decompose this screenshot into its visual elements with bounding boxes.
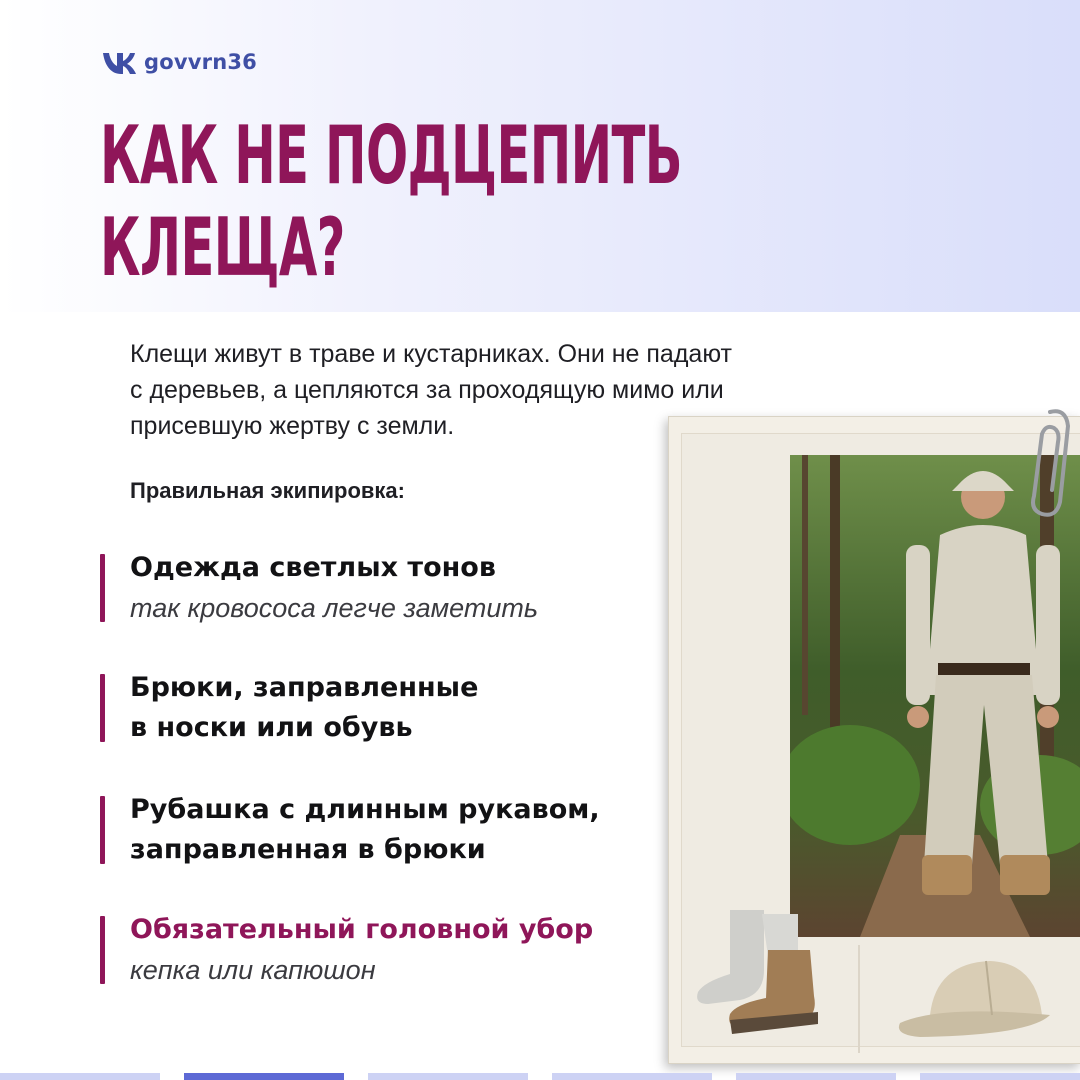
- progress-segment-3[interactable]: [368, 1073, 528, 1080]
- accent-bar: [100, 796, 105, 864]
- intro-line-3: присевшую жертву с земли.: [130, 412, 455, 440]
- title-line-2: КЛЕЩА?: [100, 201, 345, 294]
- progress-segment-5[interactable]: [736, 1073, 896, 1080]
- intro-line-1: Клещи живут в траве и кустарниках. Они не падают: [130, 340, 732, 368]
- accent-bar: [100, 916, 105, 984]
- progress-segment-6[interactable]: [920, 1073, 1080, 1080]
- cap-icon: [860, 945, 1080, 1053]
- item-subtitle: так кровососа легче заметить: [130, 593, 539, 623]
- item-title-line-2: в носки или обувь: [130, 712, 413, 743]
- progress-segment-4[interactable]: [552, 1073, 712, 1080]
- item-title-line-1: Рубашка с длинным рукавом,: [130, 794, 600, 825]
- socks-and-boots-icon: [690, 900, 830, 1040]
- item-title-line-2: заправленная в брюки: [130, 834, 486, 865]
- item-title-line-1: Брюки, заправленные: [130, 672, 479, 703]
- gear-item-light-clothes: [100, 548, 538, 628]
- paperclip-icon: [1022, 406, 1080, 522]
- gear-item-trousers: [100, 668, 478, 748]
- accent-bar: [100, 554, 105, 622]
- item-subtitle: кепка или капюшон: [130, 955, 376, 985]
- hiker-photo: [790, 455, 1080, 937]
- title-line-1: КАК НЕ ПОДЦЕПИТЬ: [100, 109, 682, 202]
- cap-photo-cell: [858, 945, 1080, 1053]
- carousel-progress: [0, 1073, 1080, 1080]
- gear-item-headwear: [100, 910, 593, 990]
- item-title: Обязательный головной убор: [130, 914, 594, 945]
- section-label: Правильная экипировка:: [130, 478, 405, 503]
- progress-segment-1[interactable]: [0, 1073, 160, 1080]
- brand-name: govvrn36: [144, 50, 257, 74]
- intro-line-2: с деревьев, а цепляются за проходящую мимо или: [130, 376, 724, 404]
- vk-logo-icon: [102, 48, 136, 76]
- accent-bar: [100, 674, 105, 742]
- brand[interactable]: [102, 48, 257, 76]
- item-title: Одежда светлых тонов: [130, 552, 496, 583]
- progress-segment-2[interactable]: [184, 1073, 344, 1080]
- gear-item-shirt: [100, 790, 600, 870]
- page-title: [100, 110, 682, 294]
